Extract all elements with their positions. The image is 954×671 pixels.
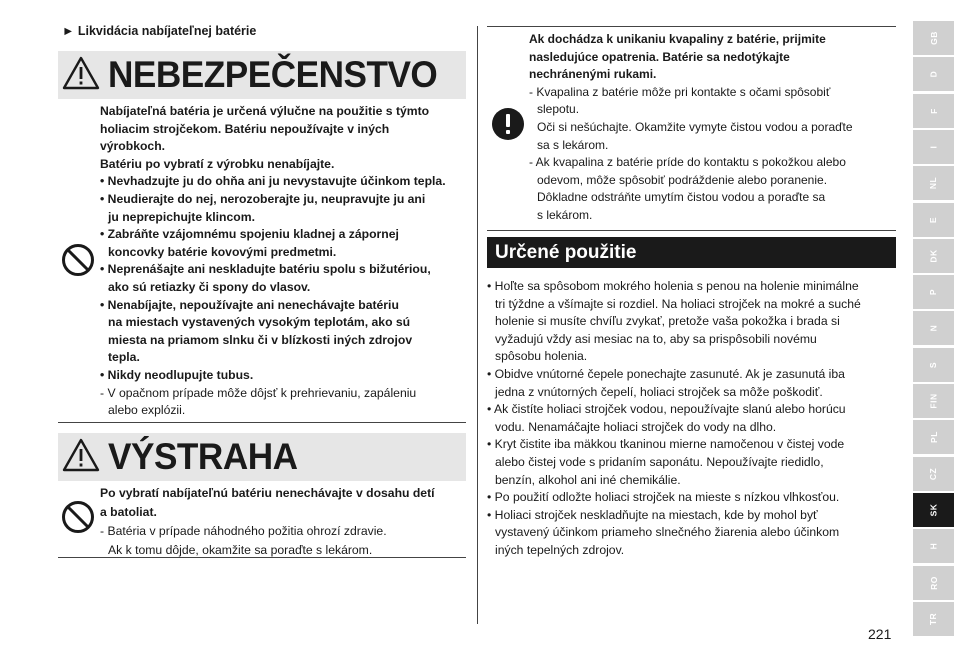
danger-title: NEBEZPEČENSTVO (108, 54, 438, 95)
text-line: ju neprepichujte klincom. (108, 209, 255, 224)
column-divider (477, 26, 478, 624)
language-tab-label: P (928, 289, 939, 296)
text-line: • Nikdy neodlupujte tubus. (100, 367, 254, 382)
divider (487, 230, 896, 231)
text-line: odevom, môže spôsobiť podráždenie alebo poranenie. (537, 172, 828, 187)
text-line: • Kryt čistite iba mäkkou tkaninou mierne namočenou v čistej vode (487, 437, 845, 452)
language-tab-p[interactable] (913, 275, 954, 309)
section-heading: ► Likvidácia nabíjateľnej batérie (62, 24, 257, 38)
text-line: Oči si nešúchajte. Okamžite vymyte čistou vodou a poraďte (537, 119, 853, 134)
text-line: ako sú retiazky či spony do vlasov. (108, 279, 311, 294)
language-tab-label: N (928, 325, 939, 332)
text-line: sa s lekárom. (537, 137, 609, 152)
usage-title: Určené použitie (495, 241, 637, 263)
language-tab-s[interactable] (913, 348, 954, 382)
language-tab-h[interactable] (913, 529, 954, 563)
language-tab-label: RO (928, 575, 939, 590)
text-line: holenie si musíte chvíľu zvykať, pretože vaša pokožka i brada si (495, 314, 840, 329)
language-tab-label: NL (928, 177, 939, 190)
text-line: výrobkoch. (100, 139, 166, 154)
text-line: spôsobu holenia. (495, 349, 588, 364)
text-line: Batériu po vybratí z výrobku nenabíjajte. (100, 156, 335, 171)
text-line: tepla. (108, 350, 140, 365)
text-line: - Ak kvapalina z batérie príde do kontaktu s pokožkou alebo (529, 155, 846, 170)
usage-header (487, 237, 896, 268)
text-line: • Hoľte sa spôsobom mokrého holenia s penou na holenie minimálne (487, 279, 859, 293)
language-tab-label: SK (928, 503, 939, 517)
mandatory-icon (492, 108, 524, 145)
language-tab-label: FIN (928, 393, 939, 409)
warning-text (100, 484, 468, 560)
text-line: • Neprenášajte ani neskladujte batériu spolu s bižutériou, (100, 262, 431, 277)
page-number: 221 (868, 626, 892, 642)
language-tab-label: PL (928, 431, 939, 444)
text-line: nechránenými rukami. (529, 67, 657, 82)
text-line: Ak k tomu dôjde, okamžite sa poraďte s lekárom. (108, 543, 373, 557)
language-tab-tr[interactable] (913, 602, 954, 636)
warning-triangle-icon (62, 438, 100, 477)
language-tab-i[interactable] (913, 130, 954, 164)
warning-triangle-icon (62, 56, 100, 95)
language-tab-fin[interactable] (913, 384, 954, 418)
divider (58, 557, 466, 558)
language-tab-label: DK (928, 249, 939, 263)
language-tab-pl[interactable] (913, 420, 954, 454)
usage-text (487, 278, 902, 560)
text-line: vodu. Nenamáčajte holiaci strojček do vody na dlho. (495, 419, 777, 434)
text-line: miesta na priamom slnku či v blízkosti iných zdrojov (108, 332, 413, 347)
language-tab-ro[interactable] (913, 566, 954, 600)
language-tab-label: I (928, 145, 939, 149)
text-line: slepotu. (537, 102, 580, 117)
language-tab-sk[interactable] (913, 493, 954, 527)
language-tab-label: S (928, 361, 939, 368)
language-tab-label: F (928, 107, 939, 114)
divider (58, 422, 466, 423)
text-line: • Nevhadzujte ju do ohňa ani ju nevystavujte účinkom tepla. (100, 174, 446, 189)
text-line: alebo čistej vode s pridaním saponátu. Nepoužívajte riedidlo, (495, 454, 824, 469)
text-line: Nabíjateľná batéria je určená výlučne na použitie s týmto (100, 104, 430, 118)
danger-text (100, 103, 468, 420)
language-tab-nl[interactable] (913, 166, 954, 200)
text-line: koncovky batérie kovovými predmetmi. (108, 244, 337, 259)
language-tab-dk[interactable] (913, 239, 954, 273)
text-line: benzín, alkohol ani iné chemikálie. (495, 472, 681, 487)
language-tab-f[interactable] (913, 94, 954, 128)
text-line: jedna z vnútorných čepelí, holiaci strojček sa môže poškodiť. (495, 384, 823, 399)
text-line: • Zabráňte vzájomnému spojeniu kladnej a zápornej (100, 227, 399, 242)
language-tab-label: CZ (928, 467, 939, 480)
text-line: • Holiaci strojček neskladňujte na miestach, kde by mohol byť (487, 507, 818, 522)
text-line: • Neudierajte do nej, nerozoberajte ju, neupravujte ju ani (100, 191, 426, 206)
divider (487, 26, 896, 27)
language-tab-label: TR (928, 612, 939, 625)
text-line: na miestach vystavených vysokým teplotám, ako sú (108, 315, 411, 330)
text-line: a batoliat. (100, 505, 157, 519)
language-tab-gb[interactable] (913, 21, 954, 55)
text-line: alebo explózii. (108, 403, 186, 418)
text-line: Po vybratí nabíjateľnú batériu nenechávajte v dosahu detí (100, 486, 435, 500)
text-line: Dôkladne odstráňte umytím čistou vodou a poraďte sa (537, 190, 826, 205)
language-tab-d[interactable] (913, 57, 954, 91)
text-line: - Batéria v prípade náhodného požitia ohrozí zdravie. (100, 524, 387, 538)
text-line: Ak dochádza k unikaniu kvapaliny z batérie, prijmite (529, 32, 826, 46)
danger-header (58, 51, 466, 99)
text-line: s lekárom. (537, 207, 593, 222)
text-line: • Ak čistíte holiaci strojček vodou, nepoužívajte slanú alebo horúcu (487, 402, 846, 417)
text-line: nasledujúce opatrenia. Batérie sa nedotýkajte (529, 49, 790, 64)
warning-header (58, 433, 466, 481)
prohibited-icon (61, 243, 95, 282)
language-tab-cz[interactable] (913, 457, 954, 491)
text-line: • Nenabíjajte, nepoužívajte ani nenechávajte batériu (100, 297, 399, 312)
text-line: vystavený účinkom priameho slnečného žiarenia alebo účinkom (495, 525, 840, 540)
language-tab-label: D (928, 70, 939, 78)
text-line: iných tepelných zdrojov. (495, 542, 625, 557)
text-line: tri týždne a všímajte si rozdiel. Na holiaci strojček na mokré a suché (495, 296, 861, 311)
text-line: - V opačnom prípade môže dôjsť k prehrievaniu, zapáleniu (100, 385, 417, 400)
language-tab-label: H (928, 542, 939, 550)
language-tab-e[interactable] (913, 203, 954, 237)
leak-text (529, 31, 899, 225)
prohibited-icon (61, 500, 95, 539)
text-line: • Po použití odložte holiaci strojček na mieste s nízkou vlhkosťou. (487, 490, 840, 505)
warning-title: VÝSTRAHA (108, 436, 298, 477)
language-tab-label: GB (928, 31, 939, 45)
language-tab-n[interactable] (913, 311, 954, 345)
text-line: holiacim strojčekom. Batériu nepoužívajte v iných (100, 121, 390, 136)
text-line: - Kvapalina z batérie môže pri kontakte s očami spôsobiť (529, 84, 831, 99)
language-tab-label: E (928, 216, 939, 223)
text-line: vyžadujú vždy asi mesiac na to, aby sa prispôsobili novému (495, 331, 817, 346)
text-line: • Obidve vnútorné čepele ponechajte zasunuté. Ak je zasunutá iba (487, 366, 845, 381)
